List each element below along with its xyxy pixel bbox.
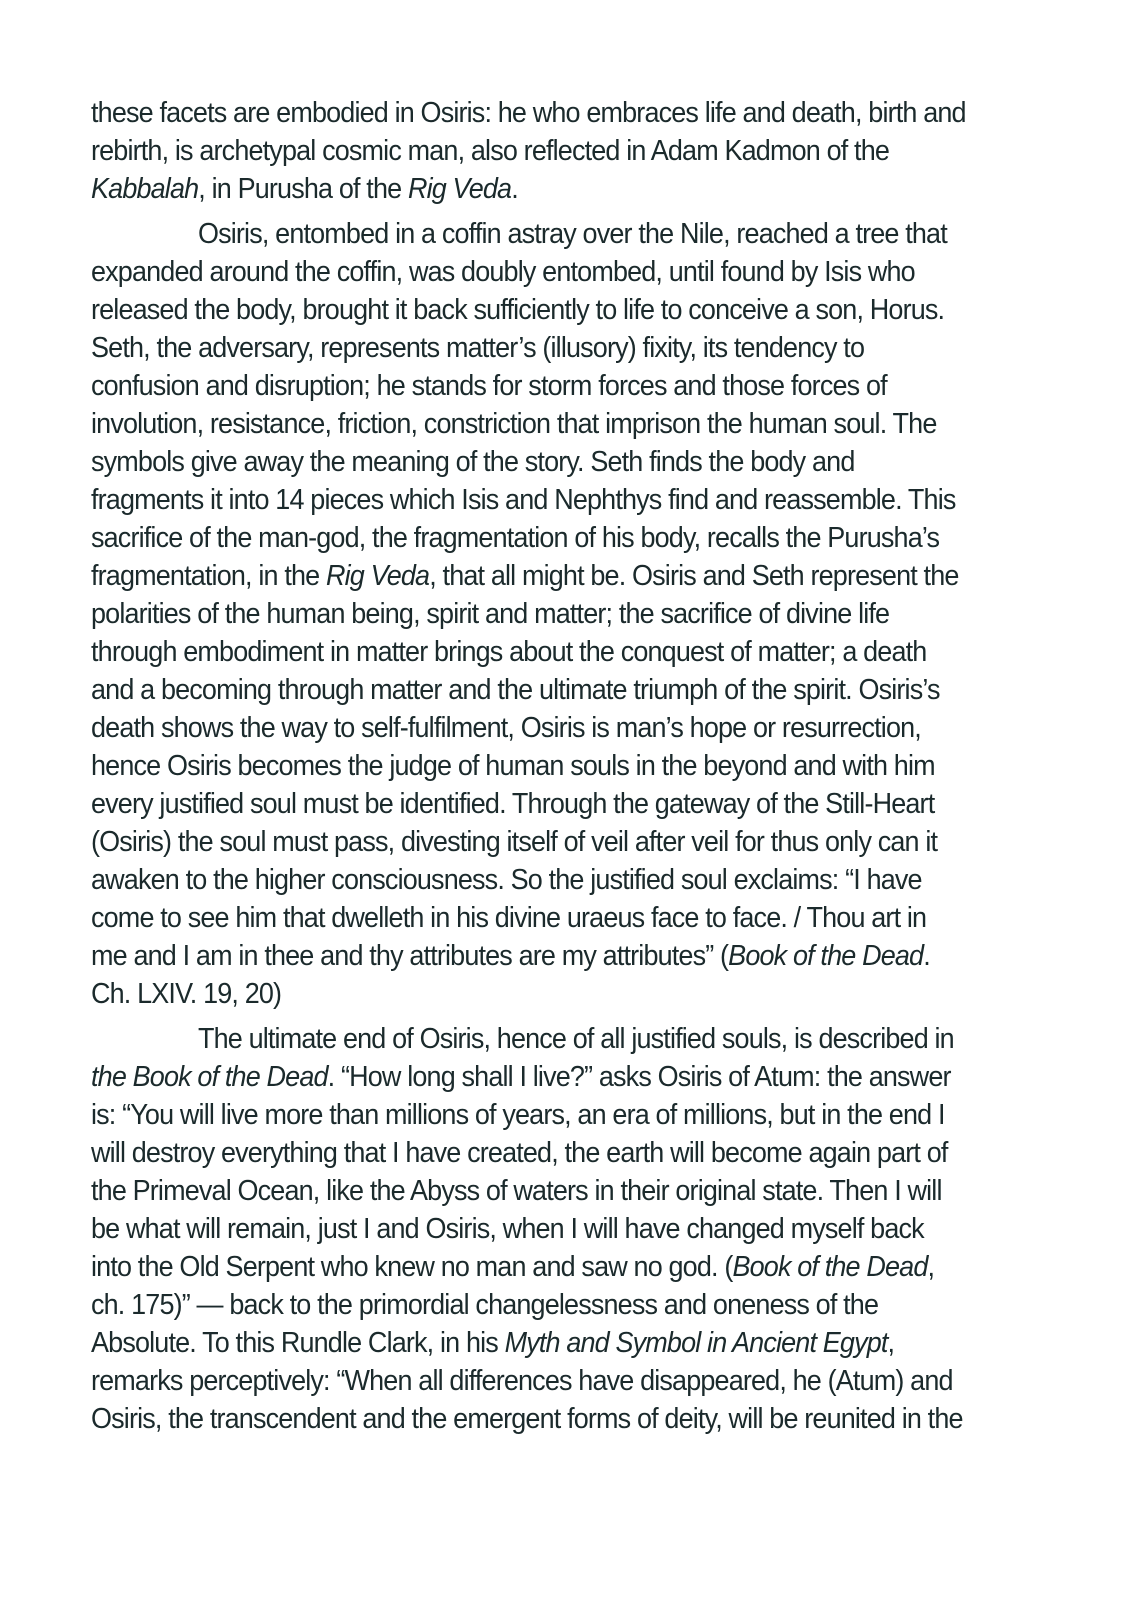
text-run: (Osiris) the soul must pass, divesting itself of veil after veil for thus only can it [91, 826, 938, 858]
text-run: Absolute. To this Rundle Clark, in his [91, 1327, 505, 1359]
italic-title: Kabbalah [91, 173, 199, 205]
text-run: rebirth, is archetypal cosmic man, also reflected in Adam Kadmon of the [91, 135, 890, 167]
text-run: death shows the way to self-fulfilment, Osiris is man’s hope or resurrection, [91, 712, 921, 744]
text-run: released the body, brought it back sufficiently to life to conceive a son, Horus. [91, 294, 945, 326]
text-run: into the Old Serpent who knew no man and saw no god. ( [91, 1251, 733, 1283]
text-line [91, 94, 984, 132]
text-run: . [923, 940, 930, 972]
text-line [91, 709, 984, 747]
text-run: , [927, 1251, 935, 1283]
text-run: involution, resistance, friction, constriction that imprison the human soul. The [91, 408, 937, 440]
italic-title: the Book of the Dead [91, 1061, 328, 1093]
text-line [91, 1248, 984, 1286]
text-line [91, 747, 984, 785]
text-run: . [511, 173, 518, 205]
text-run: hence Osiris becomes the judge of human souls in the beyond and with him [91, 750, 935, 782]
text-run: every justified soul must be identified. Through the gateway of the Still-Heart [91, 788, 935, 820]
italic-title: Rig Veda [325, 560, 430, 592]
text-line [91, 215, 984, 253]
text-line [91, 1286, 984, 1324]
text-run: these facets are embodied in Osiris: he who embraces life and death, birth and [91, 97, 966, 129]
text-run: fragmentation, in the [91, 560, 326, 592]
text-run: expanded around the coffin, was doubly entombed, until found by Isis who [91, 256, 915, 288]
text-line [91, 481, 984, 519]
text-run: , that all might be. Osiris and Seth represent the [429, 560, 959, 592]
text-run: The ultimate end of Osiris, hence of all justified souls, is described in [197, 1023, 954, 1055]
text-run: and a becoming through matter and the ultimate triumph of the spirit. Osiris’s [91, 674, 940, 706]
text-run: the Primeval Ocean, like the Abyss of waters in their original state. Then I will [91, 1175, 942, 1207]
text-run: polarities of the human being, spirit and matter; the sacrifice of divine life [91, 598, 890, 630]
text-run: is: “You will live more than millions of years, an era of millions, but in the end I [91, 1099, 945, 1131]
paragraph [91, 1020, 984, 1438]
text-line [91, 975, 984, 1013]
text-line [91, 1400, 984, 1438]
text-run: symbols give away the meaning of the story. Seth finds the body and [91, 446, 855, 478]
paragraph [91, 94, 984, 208]
text-line [91, 1020, 984, 1058]
text-line [91, 443, 984, 481]
text-line [91, 519, 984, 557]
text-run: confusion and disruption; he stands for storm forces and those forces of [91, 370, 887, 402]
text-run: come to see him that dwelleth in his divine uraeus face to face. / Thou art in [91, 902, 927, 934]
text-line [91, 557, 984, 595]
text-line [91, 1134, 984, 1172]
text-line [91, 1210, 984, 1248]
text-line [91, 291, 984, 329]
text-run: , [887, 1327, 895, 1359]
paragraph [91, 215, 984, 1013]
text-line [91, 1096, 984, 1134]
text-line [91, 671, 984, 709]
text-run: me and I am in thee and thy attributes are my attributes” ( [91, 940, 729, 972]
text-line [91, 132, 984, 170]
text-run: Osiris, the transcendent and the emergent forms of deity, will be reunited in the [91, 1403, 963, 1435]
text-line [91, 937, 984, 975]
text-line [91, 367, 984, 405]
text-line [91, 1324, 984, 1362]
text-line [91, 633, 984, 671]
text-run: awaken to the higher consciousness. So the justified soul exclaims: “I have [91, 864, 922, 896]
italic-title: Myth and Symbol in Ancient Egypt [504, 1327, 888, 1359]
text-line [91, 1172, 984, 1210]
text-run: Osiris, entombed in a coffin astray over the Nile, reached a tree that [197, 218, 947, 250]
text-run: , in Purusha of the [198, 173, 408, 205]
text-run: sacrifice of the man-god, the fragmentation of his body, recalls the Purusha’s [91, 522, 940, 554]
text-line [91, 170, 984, 208]
text-line [91, 329, 984, 367]
text-line [91, 1362, 984, 1400]
text-line [91, 823, 984, 861]
italic-title: Book of the Dead [732, 1251, 928, 1283]
text-run: . “How long shall I live?” asks Osiris of Atum: the answer [327, 1061, 951, 1093]
text-line [91, 785, 984, 823]
italic-title: Rig Veda [407, 173, 512, 205]
text-run: ch. 175)” — back to the primordial changelessness and oneness of the [91, 1289, 879, 1321]
text-line [91, 899, 984, 937]
italic-title: Book of the Dead [728, 940, 924, 972]
text-line [91, 595, 984, 633]
text-run: remarks perceptively: “When all differences have disappeared, he (Atum) and [91, 1365, 953, 1397]
text-line [91, 253, 984, 291]
document-page [91, 94, 984, 1438]
text-line [91, 405, 984, 443]
text-run: be what will remain, just I and Osiris, when I will have changed myself back [91, 1213, 924, 1245]
text-run: Ch. LXIV. 19, 20) [91, 978, 282, 1010]
text-line [91, 1058, 984, 1096]
text-run: fragments it into 14 pieces which Isis and Nephthys find and reassemble. This [91, 484, 956, 516]
text-run: through embodiment in matter brings about the conquest of matter; a death [91, 636, 927, 668]
text-run: Seth, the adversary, represents matter’s (illusory) fixity, its tendency to [91, 332, 865, 364]
text-line [91, 861, 984, 899]
text-run: will destroy everything that I have created, the earth will become again part of [91, 1137, 948, 1169]
